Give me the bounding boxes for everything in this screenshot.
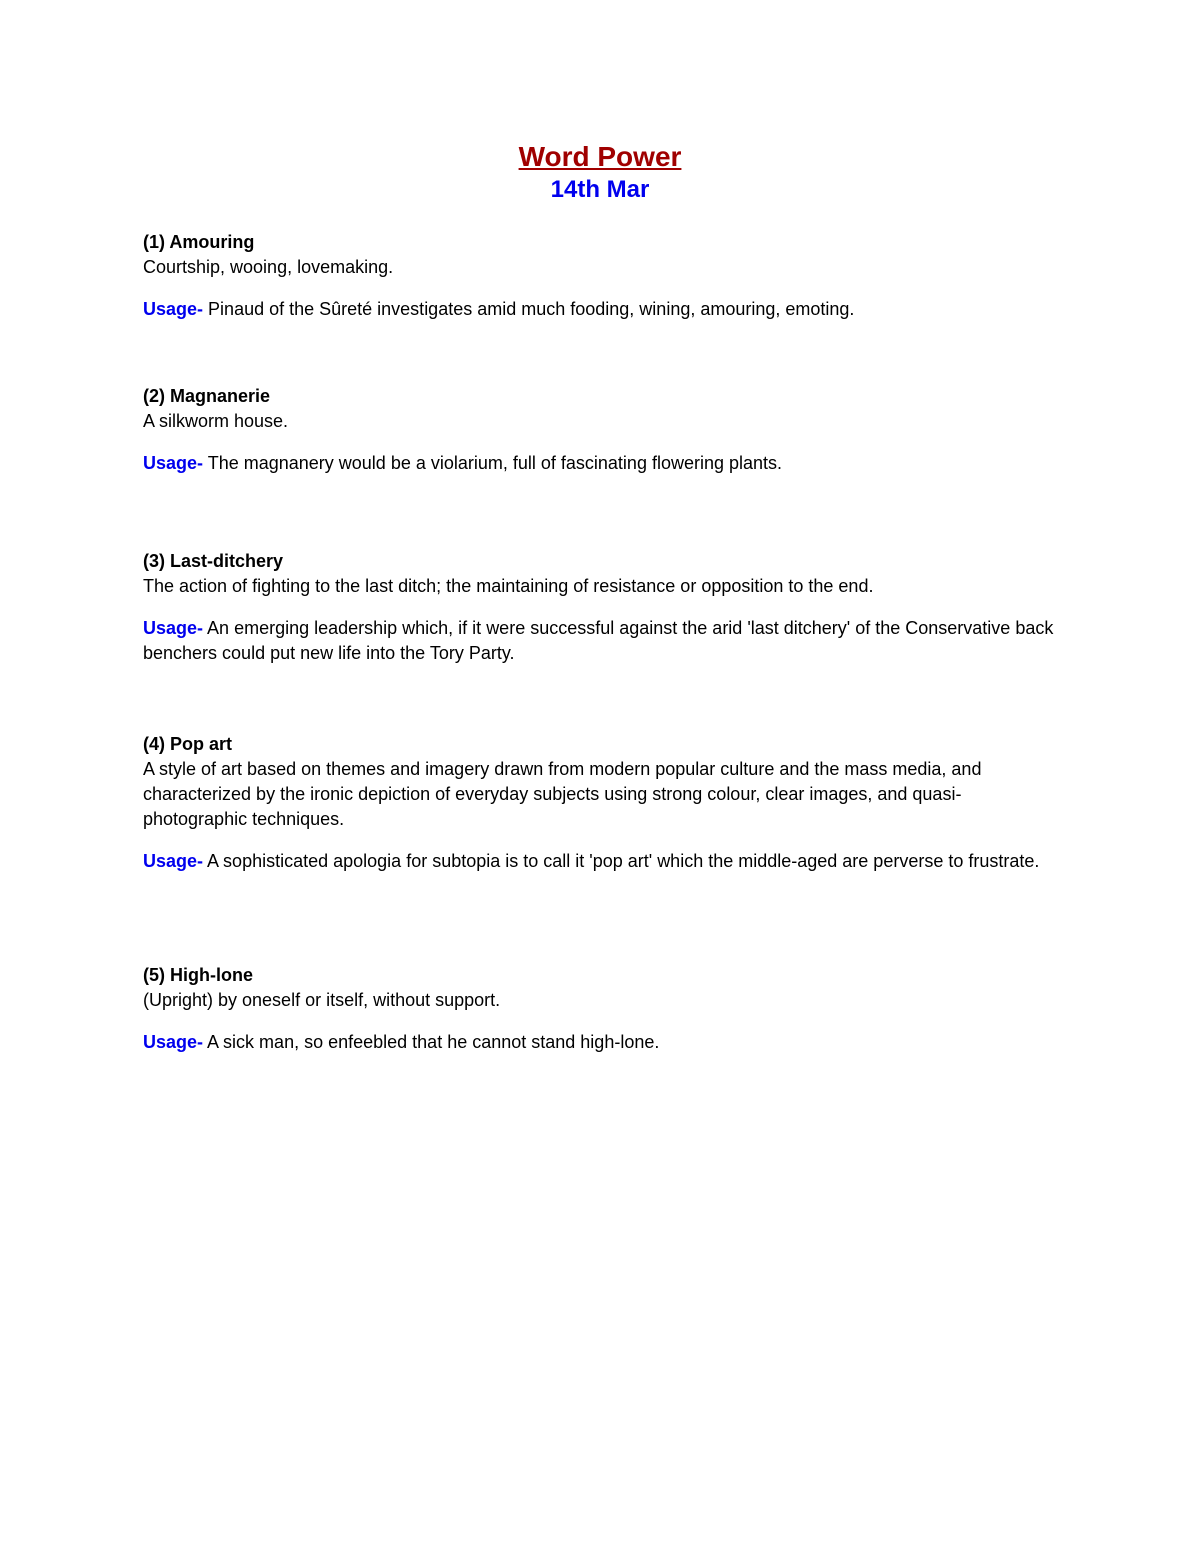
entry-definition: A style of art based on themes and imagery drawn from modern popular culture and the mass media, and characterized by the ironic depiction of everyday subjects using strong colour, clear images, and quasi-photographic techniques. <box>143 759 982 829</box>
entry-usage <box>143 1030 1063 1055</box>
usage-label: Usage- <box>143 851 204 871</box>
word-entry-1 <box>143 230 1063 322</box>
entry-word: Pop art <box>170 734 233 754</box>
entry-heading <box>143 963 1063 988</box>
entry-heading <box>143 384 1063 409</box>
usage-label: Usage- <box>143 299 204 319</box>
page-title: Word Power <box>518 141 682 172</box>
entry-heading <box>143 230 1063 255</box>
usage-label: Usage- <box>143 453 204 473</box>
entry-word: High-lone <box>170 965 254 985</box>
word-entry-3 <box>143 549 1063 666</box>
entry-heading <box>143 549 1063 574</box>
entry-word: Amouring <box>169 232 255 252</box>
entry-number: (2) <box>143 386 165 406</box>
entry-word: Last-ditchery <box>170 551 284 571</box>
entry-word: Magnanerie <box>170 386 271 406</box>
entry-number: (1) <box>143 232 165 252</box>
word-entry-4 <box>143 732 1063 874</box>
entry-definition: Courtship, wooing, lovemaking. <box>143 257 394 277</box>
entry-number: (3) <box>143 551 165 571</box>
entry-heading <box>143 732 1063 757</box>
usage-text: A sick man, so enfeebled that he cannot stand high-lone. <box>207 1032 660 1052</box>
usage-label: Usage- <box>143 1032 204 1052</box>
entry-usage <box>143 616 1063 666</box>
word-entry-5 <box>143 963 1063 1055</box>
usage-text: Pinaud of the Sûreté investigates amid much fooding, wining, amouring, emoting. <box>208 299 855 319</box>
entry-usage <box>143 849 1063 874</box>
entry-number: (5) <box>143 965 165 985</box>
usage-text: An emerging leadership which, if it were successful against the arid 'last ditchery' of the Conservative back benchers could put new life into the Tory Party. <box>143 618 1054 663</box>
page-date: 14th Mar <box>550 176 650 203</box>
entry-usage <box>143 451 1063 476</box>
entry-usage <box>143 297 1063 322</box>
usage-text: The magnanery would be a violarium, full of fascinating flowering plants. <box>207 453 783 473</box>
usage-text: A sophisticated apologia for subtopia is to call it 'pop art' which the middle-aged are perverse to frustrate. <box>207 851 1040 871</box>
entry-definition: The action of fighting to the last ditch; the maintaining of resistance or opposition to the end. <box>143 576 874 596</box>
entry-definition: A silkworm house. <box>143 411 289 431</box>
entry-definition: (Upright) by oneself or itself, without support. <box>143 990 501 1010</box>
usage-label: Usage- <box>143 618 204 638</box>
entry-number: (4) <box>143 734 165 754</box>
word-entry-2 <box>143 384 1063 476</box>
